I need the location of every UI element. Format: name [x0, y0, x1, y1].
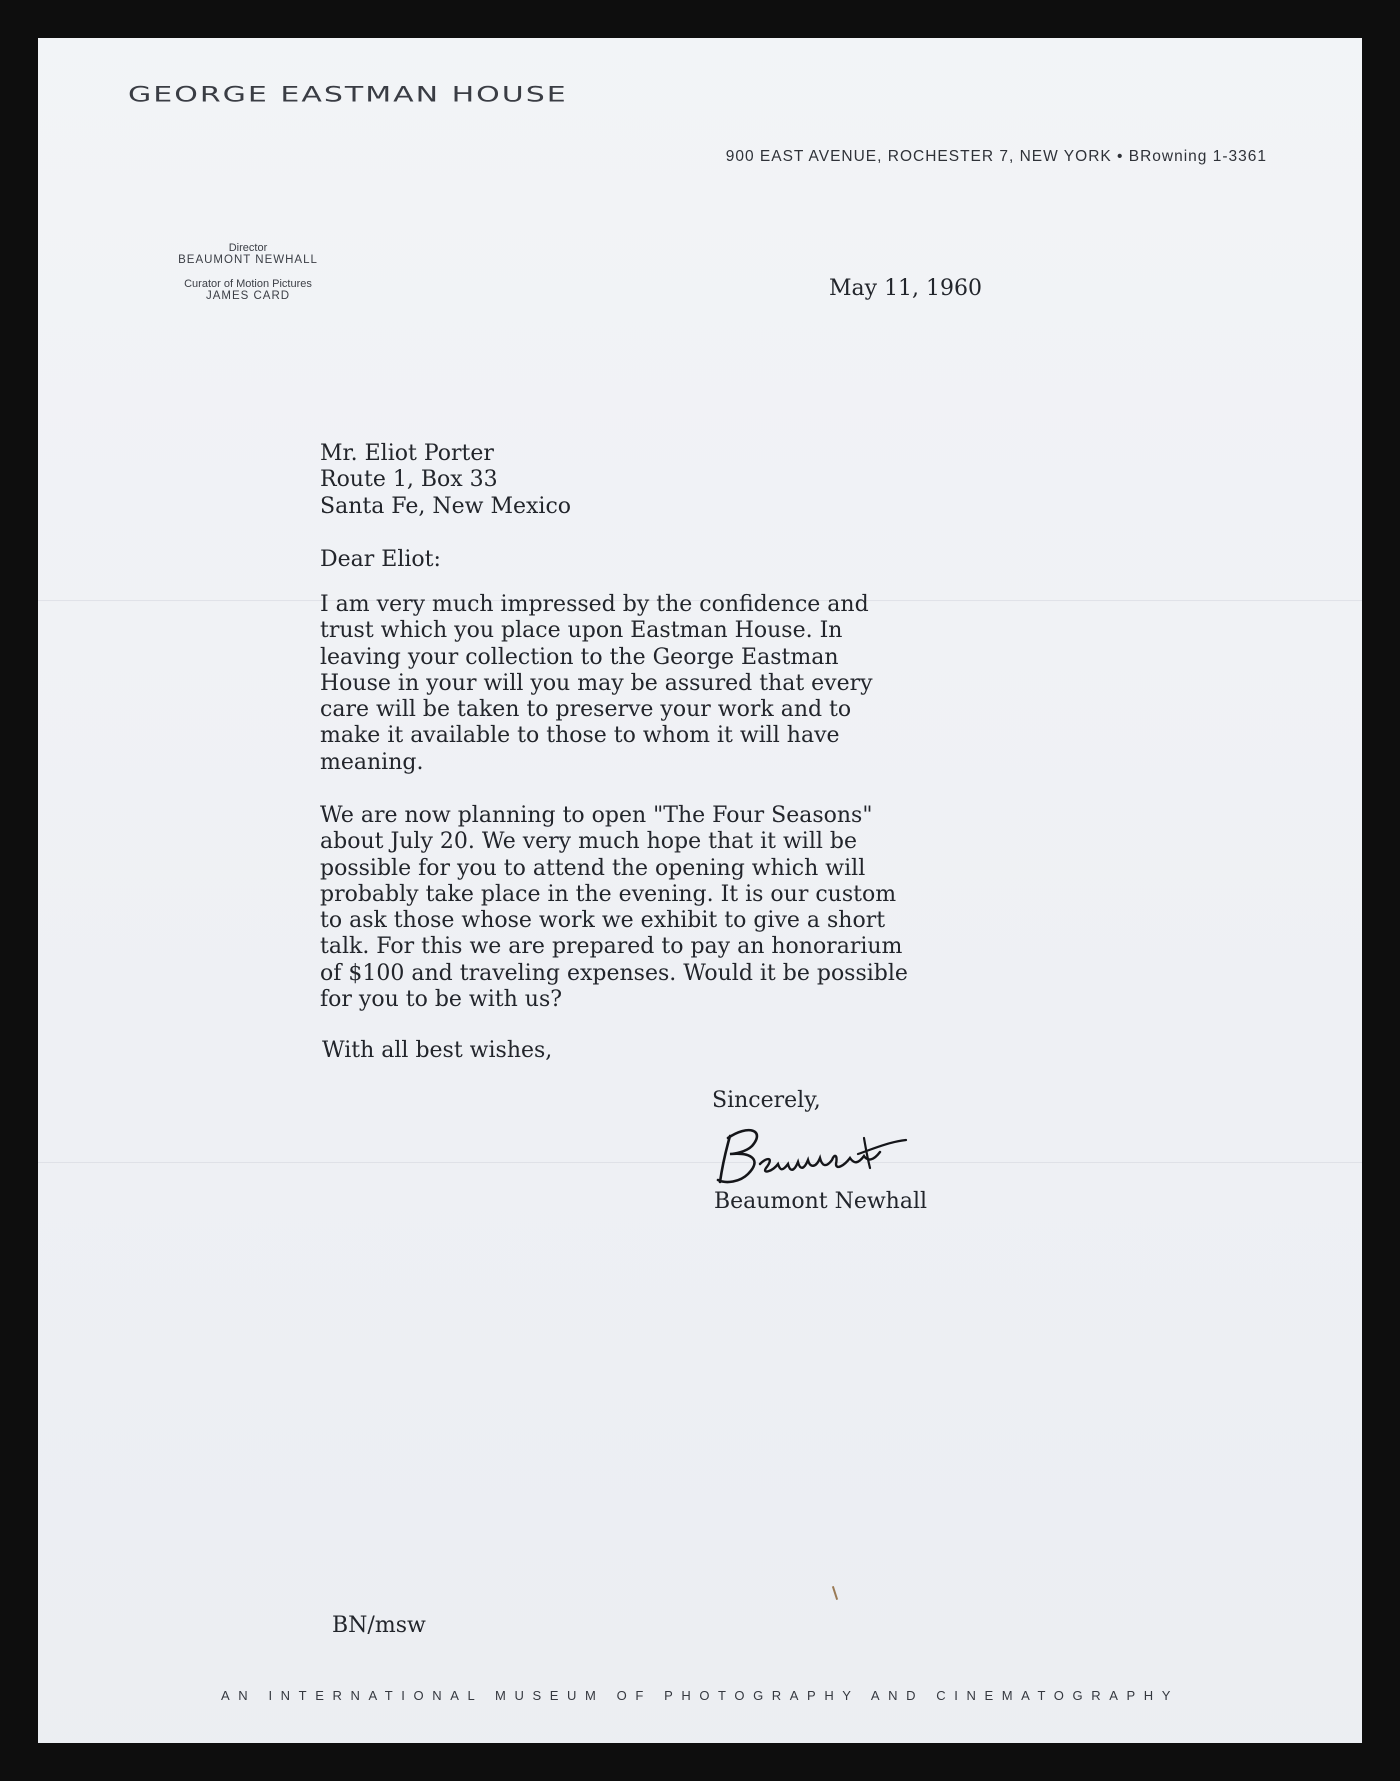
body-line: of $100 and traveling expenses. Would it be possible [320, 960, 908, 986]
body-line: I am very much impressed by the confidence and [320, 592, 869, 617]
body-line: make it available to those to whom it will have [320, 723, 840, 749]
reference-initials: BN/msw [332, 1613, 426, 1638]
staff-role: Director [228, 242, 268, 254]
body-paragraph-2 [320, 803, 908, 1013]
recipient-address [320, 441, 571, 520]
staff-role: Curator of Motion Pictures [184, 278, 312, 290]
staff-list [148, 240, 348, 314]
body-paragraph-1 [320, 592, 873, 776]
body-line: House in your will you may be assured that every [320, 670, 873, 696]
body-line: talk. For this we are prepared to pay an honorarium [320, 934, 903, 960]
body-line: leaving your collection to the George Eastman [320, 644, 839, 670]
body-line: probably take place in the evening. It is our custom [320, 881, 897, 907]
recipient-line: Route 1, Box 33 [320, 467, 498, 493]
body-line: for you to be with us? [320, 987, 563, 1013]
recipient-line: Mr. Eliot Porter [320, 441, 494, 466]
sign-off: Sincerely, [712, 1088, 821, 1113]
body-line: We are now planning to open "The Four Seasons" [320, 803, 873, 828]
body-line: care will be taken to preserve your work and to [320, 697, 852, 723]
salutation: Dear Eliot: [320, 547, 441, 572]
closing-line: With all best wishes, [322, 1038, 553, 1063]
body-line: possible for you to attend the opening which will [320, 855, 866, 881]
staff-name: JAMES CARD [205, 290, 291, 302]
body-line: meaning. [320, 749, 424, 775]
institution-name: GEORGE EASTMAN HOUSE [128, 82, 568, 108]
institution-address: 900 EAST AVENUE, ROCHESTER 7, NEW YORK • BRowning 1-3361 [725, 148, 1267, 165]
signer-name: Beaumont Newhall [714, 1189, 928, 1214]
fold-line-lower [38, 1162, 1362, 1164]
body-line: to ask those whose work we exhibit to give a short [320, 908, 886, 934]
letter-date: May 11, 1960 [829, 276, 983, 301]
body-line: trust which you place upon Eastman House. In [320, 618, 843, 644]
body-line: about July 20. We very much hope that it will be [320, 829, 857, 855]
handwritten-signature [708, 1120, 928, 1192]
footer-tagline: AN INTERNATIONAL MUSEUM OF PHOTOGRAPHY AND CINEMATOGRAPHY [220, 1688, 1180, 1703]
recipient-line: Santa Fe, New Mexico [320, 493, 572, 519]
staff-name: BEAUMONT NEWHALL [178, 254, 318, 266]
